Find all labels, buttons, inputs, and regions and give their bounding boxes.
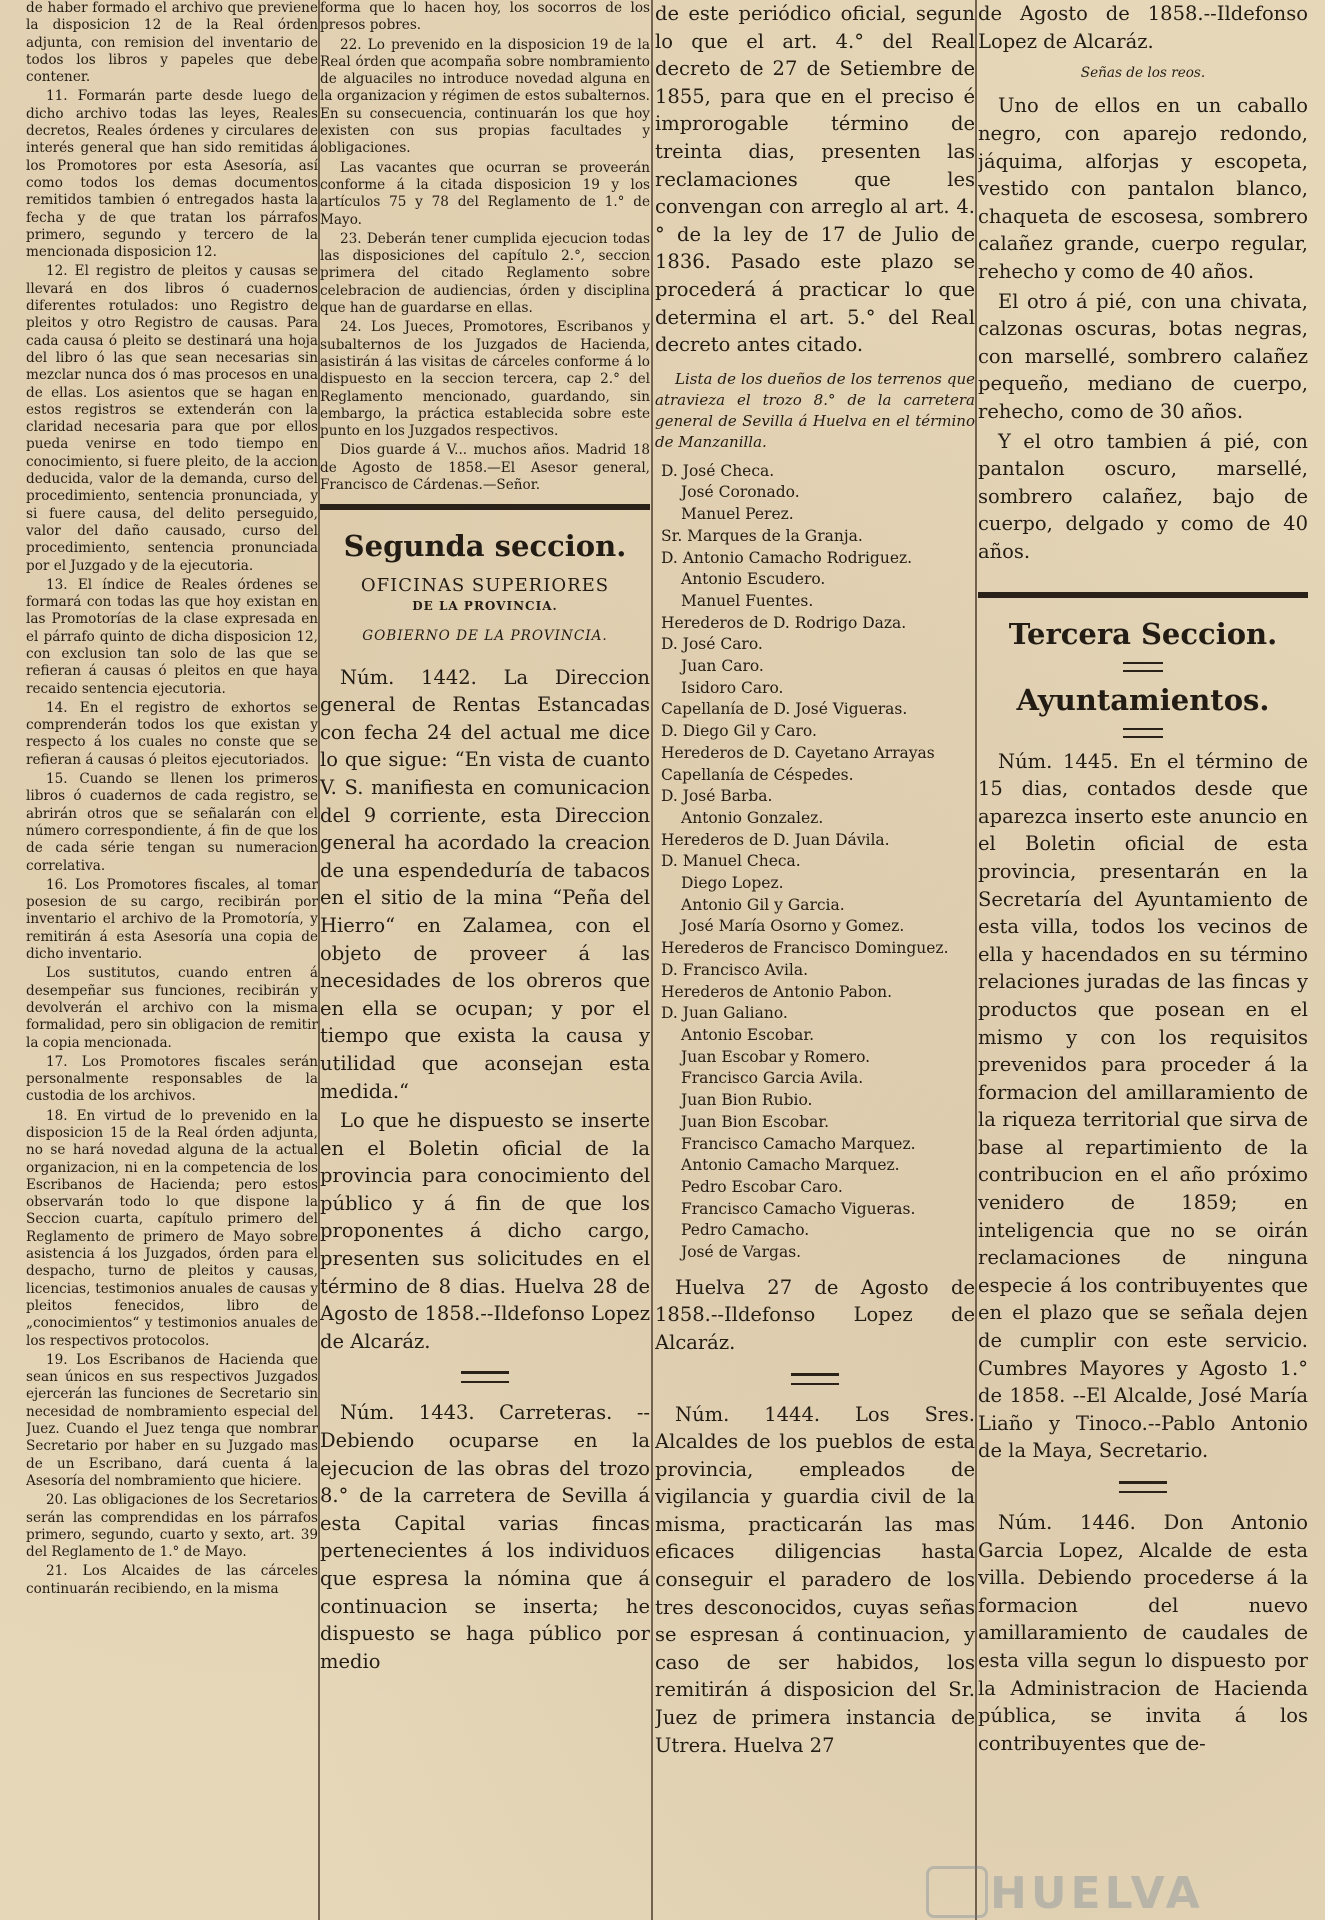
paragraph: 14. En el registro de exhortos se comprenderán todos los que existan y respecto á los cuales no conste que se refieran á causas ó pleitos ejecutoriados.: [26, 699, 318, 768]
paragraph: de Agosto de 1858.--Ildefonso Lopez de Alcaráz.: [978, 2, 1308, 53]
gobierno-heading: GOBIERNO DE LA PROVINCIA.: [362, 628, 608, 645]
owner-list-item: Francisco Camacho Vigueras.: [681, 1199, 916, 1218]
paragraph: 20. Las obligaciones de los Secretarios serán las comprendidas en los párrafos primero, segundo, cuarto y sexto, art. 39 del Reglamento de 1.° de Mayo.: [26, 1492, 318, 1561]
double-rule: [1123, 728, 1163, 738]
double-rule: [1123, 662, 1163, 672]
owners-list: [655, 461, 975, 1264]
notice-1444: Núm. 1444. Los Sres. Alcaldes de los pueblos de esta provincia, empleados de vigilancia y guardia civil de la misma, practicarán las mas eficaces diligencias hasta conseguir el paradero de los tres desconocidos, cuyas señas se espresan á continuacion, y caso de ser habidos, los remitirán á disposicion del Sr. Juez de primera instancia de Utrera. Huelva 27: [655, 1402, 975, 1757]
paragraph: 24. Los Jueces, Promotores, Escribanos y subalternos de los Juzgados de Hacienda, asistirán á las visitas de cárceles conforme á lo dispuesto en la seccion tercera, cap 2.° del Reglamento mencionado, guardando, sin embargo, la práctica establecida sobre este punto en los Juzgados respectivos.: [320, 319, 650, 440]
notice-1442-closing: Lo que he dispuesto se inserte en el Boletin oficial de la provincia para conocimiento del público y á fin de que los proponentes á dicho cargo, presenten sus solicitudes en el término de 8 dias. Huelva 28 de Agosto de 1858.--Ildefonso Lopez de Alcaráz.: [320, 1109, 650, 1353]
section-title: Segunda seccion.: [343, 529, 627, 564]
owner-list-item: D. Antonio Camacho Rodriguez.: [661, 548, 913, 567]
notice-1443: Núm. 1443. Carreteras. --Debiendo ocuparse en la ejecucion de las obras del trozo 8.° de la carretera de Sevilla á esta Capital varias fincas pertenecientes á los individuos que espresa la nómina que á continuacion se inserta; he dispuesto se haga público por medio: [320, 1401, 650, 1673]
owner-list-item: Francisco Garcia Avila.: [681, 1069, 864, 1088]
watermark: HUELVA: [990, 1868, 1204, 1919]
owner-list-item: José de Vargas.: [681, 1243, 802, 1262]
senas-title: Señas de los reos.: [1080, 65, 1206, 82]
owner-list-item: Antonio Gil y Garcia.: [681, 895, 845, 914]
owner-list-item: Francisco Camacho Marquez.: [681, 1134, 916, 1153]
offices-title: OFICINAS SUPERIORES: [360, 575, 610, 597]
paragraph: Uno de ellos en un caballo negro, con aparejo redondo, jáquima, alforjas y escopeta, vestido con pantalon blanco, chaqueta de escosesa, sombrero calañez grande, cuerpo regular, rehecho y como de 40 años.: [978, 94, 1308, 284]
owner-list-item: José María Osorno y Gomez.: [681, 917, 905, 936]
paragraph: 18. En virtud de lo prevenido en la disposicion 15 de la Real órden adjunta, no se hará novedad alguna de la actual organizacion, ni en la competencia de los Escribanos de Hacienda; pero estos observarán todo lo que dispone la Seccion cuarta, capítulo primero del Reglamento de primero de Mayo sobre asistencia á los Juzgados, órden para el despacho, turno de pleitos y causas, licencias, testimonios anuales de causas y pleitos fenecidos, libro de „conocimientos“ y testimonios anuales de los respectivos protocolos.: [26, 1107, 318, 1349]
owner-list-item: D. José Barba.: [661, 787, 773, 806]
column-2: [320, 0, 650, 1920]
section-divider: [978, 592, 1308, 598]
ornament-divider: [791, 1373, 839, 1385]
paragraph: 13. El índice de Reales órdenes se formará con todas las que hoy existan en las Promotorías de la clase expresada en el párrafo quinto de dicha disposicion 12, con exclusion tan solo de las que se refieran á causas ó pleitos en que haya recaido sentencia ejecutoria.: [26, 576, 318, 697]
paragraph: 19. Los Escribanos de Hacienda que sean únicos en sus respectivos Juzgados ejercerán las funciones de Secretario sin necesidad de nombramiento especial del Juez. Cuando el Juez tenga que nombrar Secretario por haber en su Juzgado mas de un Escribano, dará cuenta á la Asesoría del nombramiento que hiciere.: [26, 1351, 318, 1489]
owner-list-item: D. Manuel Checa.: [661, 852, 801, 871]
owner-list-item: D. Juan Galiano.: [661, 1004, 788, 1023]
owner-list-item: D. Diego Gil y Caro.: [661, 722, 817, 741]
owners-list-title: Lista de los dueños de los terrenos que atravieza el trozo 8.° de la carretera general de Sevilla á Huelva en el término de Manzanilla.: [655, 369, 975, 451]
signature: Dios guarde á V... muchos años. Madrid 18 de Agosto de 1858.—El Asesor general, Francisco de Cárdenas.—Señor.: [320, 442, 650, 494]
paragraph: 17. Los Promotores fiscales serán personalmente responsables de la custodia de los archivos.: [26, 1053, 318, 1105]
column-rule: [975, 0, 977, 1920]
owner-list-item: Antonio Gonzalez.: [681, 808, 824, 827]
owner-list-item: Antonio Camacho Marquez.: [681, 1156, 900, 1175]
column-4: [978, 0, 1308, 1920]
owner-list-item: Pedro Escobar Caro.: [681, 1177, 843, 1196]
owner-list-item: Pedro Camacho.: [681, 1221, 810, 1240]
paragraph: Las vacantes que ocurran se proveerán conforme á la citada disposicion 19 y los artículos 75 y 78 del Reglamento de 1.° de Mayo.: [320, 159, 650, 228]
paragraph: El otro á pié, con una chivata, calzonas oscuras, botas negras, con marsellé, sombrero calañez pequeño, mediano de cuerpo, rehecho, como de 30 años.: [978, 289, 1308, 424]
owner-list-item: D. José Caro.: [661, 635, 763, 654]
notice-1446: Núm. 1446. Don Antonio Garcia Lopez, Alcalde de esta villa. Debiendo procederse á la formacion del nuevo amillaramiento de caudales de esta villa segun lo dispuesto por la Administracion de Hacienda pública, se invita á los contribuyentes que de-: [978, 1511, 1308, 1755]
owner-list-item: Juan Bion Rubio.: [681, 1091, 813, 1110]
paragraph: 12. El registro de pleitos y causas se llevará en dos libros ó cuadernos diferentes rotulados: uno Registro de pleitos y otro Registro de causas. Para cada causa ó pleito se destinará una hoja del libro ó las que sean necesarias sin mezclar nunca dos ó mas procesos en una de ellas. Los asientos que se hagan en estos registros se extenderán con la claridad necesaria para que por ellos pueda venirse en todo tiempo en conocimiento, si fuere pleito, de la accion deducida, valor de la demanda, curso del procedimiento, sentencia pronunciada, y si fuere causa, del delito perseguido, valor del daño causado, curso del procedimiento, sentencia pronunciada por el Juzgado y de la ejecutoria.: [26, 263, 318, 574]
paragraph: 21. Los Alcaides de las cárceles continuarán recibiendo, en la misma: [26, 1563, 318, 1597]
owner-list-item: Manuel Fuentes.: [681, 591, 814, 610]
notice-1445: Núm. 1445. En el término de 15 dias, contados desde que aparezca inserto este anuncio en el Boletin oficial de esta provincia, presentarán en la Secretaría del Ayuntamiento de esta villa, todos los vecinos de ella y hacendados en su término relaciones juradas de las fincas y productos que posean en el mismo y con los requisitos prevenidos para proceder á la formacion del amillaramiento de la riqueza territorial que sirva de base al repartimiento de la contribucion en el año próximo venidero de 1859; en inteligencia que no se oirán reclamaciones de ninguna especie á los contribuyentes que en el plazo que se señala dejen de cumplir con este servicio. Cumbres Mayores y Agosto 1.° de 1858. --El Alcalde, José María Liaño y Tinoco.--Pablo Antonio de la Maya, Secretario.: [978, 749, 1308, 1463]
offices-subtitle: DE LA PROVINCIA.: [412, 599, 558, 614]
column-rule: [651, 0, 653, 1920]
owner-list-item: Herederos de Antonio Pabon.: [661, 982, 893, 1001]
column-3: [655, 0, 975, 1920]
huelva-logo-icon: [926, 1866, 988, 1918]
notice-1442: Núm. 1442. La Direccion general de Rentas Estancadas con fecha 24 del actual me dice lo que sigue: “En vista de cuanto V. S. manifiesta en comunicacion del 9 corriente, esta Direccion general ha acordado la creacion de una espendeduría de tabacos en el sitio de la mina “Peña del Hierro“ en Zalamea, con el objeto de proveer á las necesidades de los obreros que en ella se ocupan; y por el tiempo que exista la causa y utilidad que aconsejan esta medida.“: [320, 665, 650, 1103]
section-title: Tercera Seccion.: [1008, 616, 1278, 651]
owner-list-item: Capellanía de D. José Vigueras.: [661, 700, 908, 719]
paragraph: 15. Cuando se llenen los primeros libros ó cuadernos de cada registro, se abrirán otros que se señalarán con el número correspondiente, á fin de que los de cada série tengan su numeracion correlativa.: [26, 771, 318, 874]
owner-list-item: José Coronado.: [681, 483, 800, 502]
owner-list-item: Isidoro Caro.: [681, 678, 784, 697]
owner-list-item: Herederos de D. Juan Dávila.: [661, 830, 890, 849]
ornament-divider: [461, 1371, 509, 1383]
owner-list-item: Juan Escobar y Romero.: [681, 1047, 871, 1066]
paragraph: de este periódico oficial, segun lo que el art. 4.° del Real decreto de 27 de Setiembre de 1855, para que en el preciso é improrogable término de treinta dias, presenten las reclamaciones que les convengan con arreglo al art. 4.° de la ley de 17 de Julio de 1836. Pasado este plazo se procederá á practicar lo que determina el art. 5.° del Real decreto antes citado.: [655, 2, 975, 357]
paragraph: 23. Deberán tener cumplida ejecucion todas las disposiciones del capítulo 2.°, seccion primera del citado Reglamento sobre celebracion de audiencias, órden y disciplina que han de guardarse en ellas.: [320, 230, 650, 317]
owner-list-item: Herederos de D. Cayetano Arrayas: [661, 743, 935, 762]
owner-list-item: Antonio Escudero.: [681, 570, 826, 589]
paragraph: 16. Los Promotores fiscales, al tomar posesion de su cargo, recibirán por inventario el archivo de la Promotoría, y remitirán á esta Asesoría una copia de dicho inventario.: [26, 876, 318, 963]
owner-list-item: D. José Checa.: [661, 461, 775, 480]
column-1: [26, 0, 318, 1920]
owner-list-item: Diego Lopez.: [681, 874, 784, 893]
signature: Huelva 27 de Agosto de 1858.--Ildefonso Lopez de Alcaráz.: [655, 1275, 975, 1354]
section-divider: [320, 504, 650, 510]
paragraph: 11. Formarán parte desde luego de dicho archivo todas las leyes, Reales decretos, Reales órdenes y circulares de interés general que han sido remitidas á los Promotores por esta Asesoría, así como todos los demas documentos remitidos tambien ó entregados hasta la fecha y de que tratan los párrafos primero, segundo y tercero de la mencionada disposicion 12.: [26, 88, 318, 261]
owner-list-item: Herederos de D. Rodrigo Daza.: [661, 613, 907, 632]
owner-list-item: Capellanía de Céspedes.: [661, 765, 854, 784]
owner-list-item: Juan Bion Escobar.: [681, 1112, 830, 1131]
paragraph: forma que lo hacen hoy, los socorros de los presos pobres.: [320, 0, 650, 34]
ayuntamientos-title: Ayuntamientos.: [1016, 682, 1270, 717]
owner-list-item: Antonio Escobar.: [681, 1026, 815, 1044]
owner-list-item: D. Francisco Avila.: [661, 960, 809, 979]
paragraph: Y el otro tambien á pié, con pantalon oscuro, marsellé, sombrero calañez, bajo de cuerpo, delgado y como de 40 años.: [978, 429, 1308, 563]
paragraph: Los sustitutos, cuando entren á desempeñar sus funciones, recibirán y devolverán el archivo con la misma formalidad, pero sin obligacion de remitir la copia mencionada.: [26, 965, 318, 1051]
owner-list-item: Herederos de Francisco Dominguez.: [661, 939, 949, 958]
owner-list-item: Manuel Perez.: [681, 505, 794, 524]
paragraph: de haber formado el archivo que previene la disposicion 12 de la Real órden adjunta, con remision del inventario de todos los libros y papeles que debe contener.: [26, 0, 318, 86]
ornament-divider: [1119, 1481, 1167, 1493]
paragraph: 22. Lo prevenido en la disposicion 19 de la Real órden que acompaña sobre nombramiento de alguaciles no introduce novedad alguna en la organizacion y régimen de estos subalternos. En su consecuencia, continuarán los que hoy existen con sus propias facultades y obligaciones.: [320, 36, 650, 157]
owner-list-item: Juan Caro.: [681, 657, 764, 676]
owner-list-item: Sr. Marques de la Granja.: [661, 526, 863, 545]
